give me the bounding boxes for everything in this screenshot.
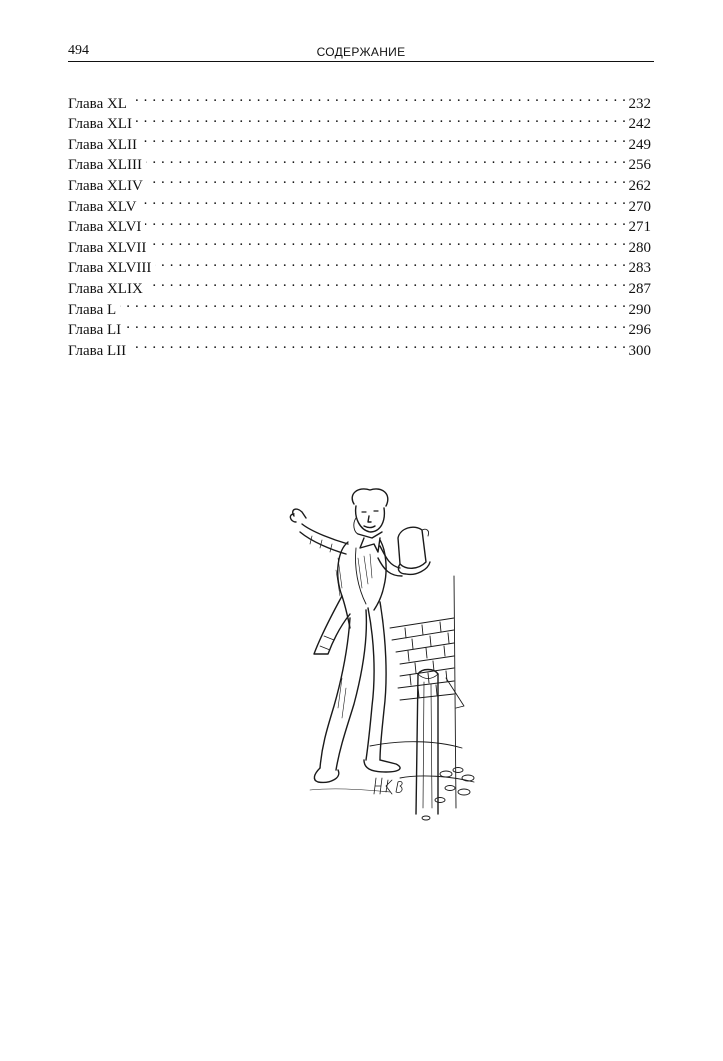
toc-entry (68, 128, 651, 153)
brick-wall (390, 576, 464, 808)
toc-chapter-label: Глава XLIV (68, 177, 143, 194)
toc-entry (68, 108, 651, 133)
toc-page-number: 242 (628, 116, 651, 133)
toc-chapter-label: Глава XLVIII (68, 260, 152, 277)
toc-dot-leader (150, 231, 626, 252)
toc-chapter-label: Глава L (68, 301, 117, 318)
toc-dot-leader (147, 169, 627, 190)
toc-page-number: 262 (628, 177, 651, 194)
toc-chapter-label: Глава XLI (68, 116, 132, 133)
toc-dot-leader (147, 272, 627, 293)
toc-chapter-label: Глава XLV (68, 198, 137, 215)
toc-page-number: 290 (628, 301, 651, 318)
table-of-contents (68, 87, 651, 359)
toc-chapter-label: Глава XLIX (68, 280, 143, 297)
toc-entry (68, 293, 651, 318)
toc-page-number: 296 (628, 322, 651, 339)
toc-page-number: 249 (628, 136, 651, 153)
toc-dot-leader (155, 252, 626, 273)
toc-page-number: 300 (628, 342, 651, 359)
toc-entry (68, 272, 651, 297)
toc-chapter-label: Глава XLVII (68, 239, 147, 256)
toc-dot-leader (146, 149, 627, 170)
page-header (68, 41, 654, 62)
toc-dot-leader (125, 314, 626, 335)
toc-page-number: 232 (628, 95, 651, 112)
toc-page-number: 270 (628, 198, 651, 215)
gentleman-bowing-illustration (250, 478, 490, 823)
toc-chapter-label: Глава XL (68, 95, 127, 112)
toc-entry (68, 211, 651, 236)
toc-entry (68, 334, 651, 359)
toc-entry (68, 252, 651, 277)
toc-chapter-label: Глава LI (68, 322, 122, 339)
toc-page-number: 280 (628, 239, 651, 256)
toc-entry (68, 149, 651, 174)
toc-entry (68, 190, 651, 215)
toc-entry (68, 87, 651, 112)
toc-dot-leader (141, 128, 627, 149)
toc-dot-leader (130, 334, 626, 355)
toc-chapter-label: Глава XLIII (68, 157, 142, 174)
toc-page-number: 256 (628, 157, 651, 174)
toc-entry (68, 231, 651, 256)
page-number: 494 (68, 43, 89, 58)
toc-page-number: 271 (628, 219, 651, 236)
toc-chapter-label: Глава XLII (68, 136, 137, 153)
gentleman-figure (290, 489, 430, 782)
toc-page-number: 283 (628, 260, 651, 277)
toc-dot-leader (136, 108, 627, 129)
ground-pebbles (310, 742, 474, 820)
toc-entry (68, 169, 651, 194)
toc-dot-leader (120, 293, 626, 314)
toc-chapter-label: Глава LII (68, 342, 127, 359)
toc-dot-leader (145, 211, 626, 232)
running-title: СОДЕРЖАНИЕ (316, 45, 406, 59)
toc-dot-leader (131, 87, 627, 108)
toc-chapter-label: Глава XLVI (68, 219, 142, 236)
toc-entry (68, 314, 651, 339)
toc-dot-leader (140, 190, 626, 211)
toc-page-number: 287 (628, 280, 651, 297)
